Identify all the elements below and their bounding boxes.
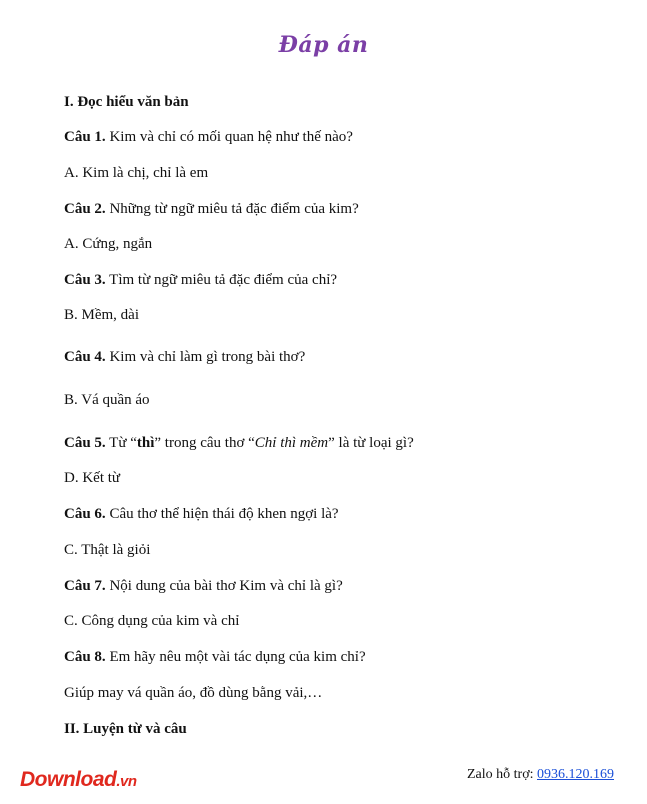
phone-link[interactable]: 0936.120.169 xyxy=(537,767,614,782)
question-8 xyxy=(64,648,366,666)
question-label: Câu 7. xyxy=(64,578,106,594)
question-label: Câu 3. xyxy=(64,272,106,288)
section-heading-vocabulary: II. Luyện từ và câu xyxy=(64,721,187,737)
answer-3: B. Mềm, dài xyxy=(64,307,139,323)
question-text: Kim và chỉ làm gì trong bài thơ? xyxy=(105,349,306,365)
question-label: Câu 5. xyxy=(64,435,106,451)
question-text: Em hãy nêu một vài tác dụng của kim chỉ? xyxy=(105,649,366,665)
question-3 xyxy=(64,271,337,289)
question-2 xyxy=(64,200,359,218)
answer-6: C. Thật là giỏi xyxy=(64,542,151,558)
answer-5: D. Kết từ xyxy=(64,470,121,486)
question-label: Câu 6. xyxy=(64,506,106,522)
question-text-a: Từ “ xyxy=(105,435,137,451)
question-label: Câu 8. xyxy=(64,649,106,665)
answer-4: B. Vá quần áo xyxy=(64,392,150,408)
question-text: Câu thơ thể hiện thái độ khen ngợi là? xyxy=(105,506,339,522)
answer-2: A. Cứng, ngắn xyxy=(64,236,153,252)
question-1 xyxy=(64,128,353,146)
answer-8: Giúp may vá quần áo, đồ dùng bằng vải,… xyxy=(64,685,323,701)
question-7 xyxy=(64,577,343,595)
question-word: thì xyxy=(136,435,155,451)
answer-1: A. Kim là chị, chỉ là em xyxy=(64,165,209,181)
question-text: Tìm từ ngữ miêu tả đặc điểm của chỉ? xyxy=(105,272,338,288)
question-text-c: ” là từ loại gì? xyxy=(328,435,414,451)
page-title: Đáp án xyxy=(278,32,369,58)
question-4 xyxy=(64,348,305,366)
section-heading-reading: I. Đọc hiểu văn bản xyxy=(64,94,189,110)
answer-7: C. Công dụng của kim và chỉ xyxy=(64,613,240,629)
logo-main-text: Download xyxy=(20,768,117,791)
question-5 xyxy=(64,434,414,452)
question-label: Câu 2. xyxy=(64,201,106,217)
question-text: Những từ ngữ miêu tả đặc điểm của kim? xyxy=(105,201,359,217)
question-quote: Chỉ thì mềm xyxy=(254,435,329,451)
download-logo[interactable] xyxy=(20,768,137,792)
question-label: Câu 4. xyxy=(64,349,106,365)
question-text-b: ” trong câu thơ “ xyxy=(154,435,255,451)
zalo-label: Zalo hỗ trợ: xyxy=(467,767,537,782)
question-text: Kim và chỉ có mối quan hệ như thế nào? xyxy=(105,129,353,145)
logo-vn-text: .vn xyxy=(116,773,137,790)
question-label: Câu 1. xyxy=(64,129,106,145)
zalo-support xyxy=(467,767,614,783)
question-6 xyxy=(64,505,339,523)
question-text: Nội dung của bài thơ Kim và chỉ là gì? xyxy=(105,578,343,594)
